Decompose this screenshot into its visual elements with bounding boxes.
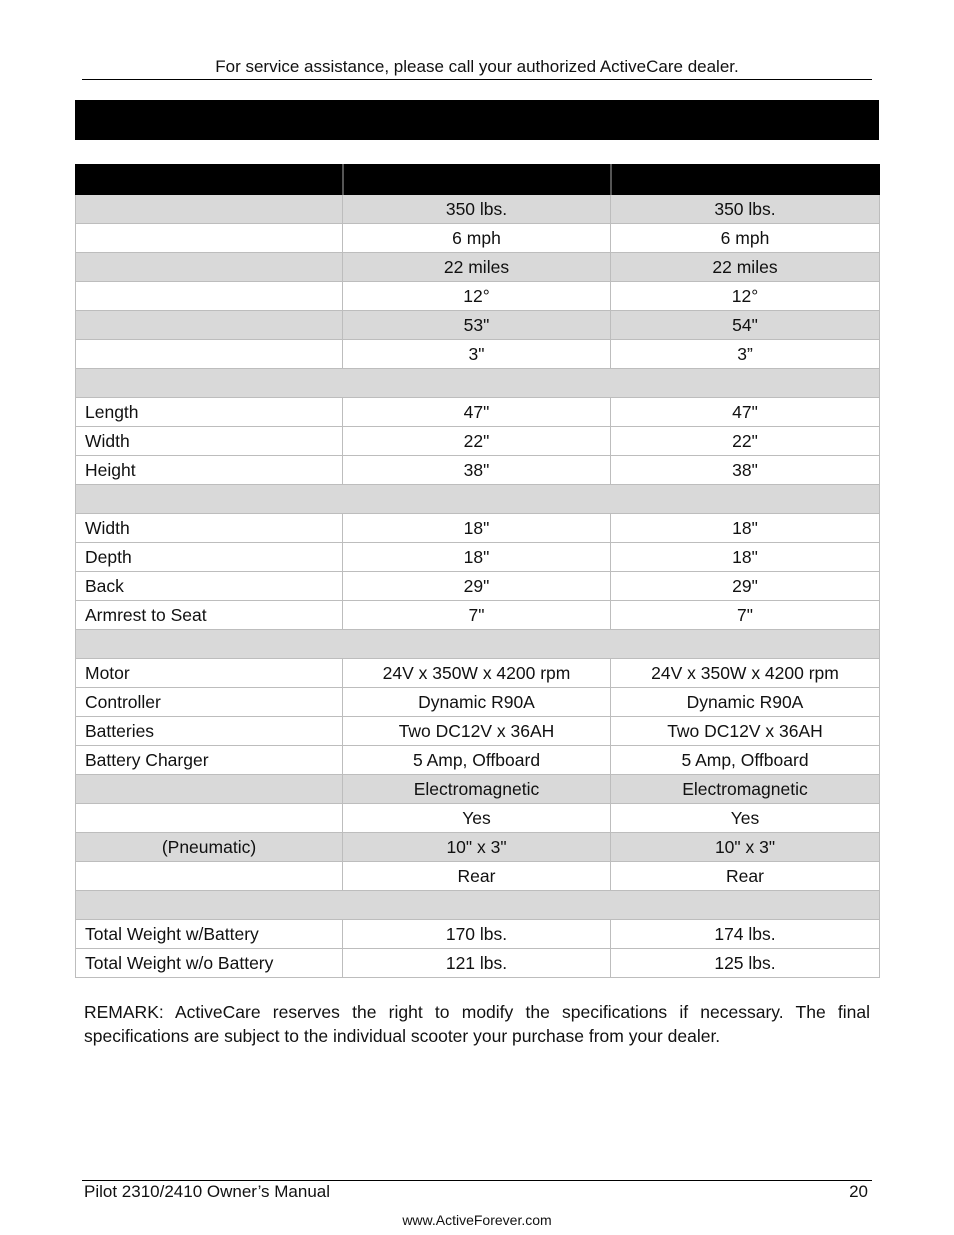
model-b-value: 38" — [611, 456, 880, 485]
model-a-value: 7" — [343, 601, 611, 630]
row-label: Length — [76, 398, 343, 427]
row-label — [76, 282, 343, 311]
header-divider — [82, 79, 872, 80]
row-label: Controller — [76, 688, 343, 717]
table-row — [76, 775, 880, 804]
table-row — [76, 717, 880, 746]
row-label — [76, 804, 343, 833]
section-cell — [76, 369, 880, 398]
table-row — [76, 949, 880, 978]
model-a-value: 12° — [343, 282, 611, 311]
model-b-value: 5 Amp, Offboard — [611, 746, 880, 775]
header-cell-model-a — [343, 165, 611, 195]
website-url: www.ActiveForever.com — [402, 1212, 552, 1228]
model-b-value: 3” — [611, 340, 880, 369]
model-a-value: 5 Amp, Offboard — [343, 746, 611, 775]
section-cell — [76, 630, 880, 659]
model-a-value: 29" — [343, 572, 611, 601]
model-a-value: 24V x 350W x 4200 rpm — [343, 659, 611, 688]
row-label — [76, 775, 343, 804]
model-b-value: 24V x 350W x 4200 rpm — [611, 659, 880, 688]
table-row — [76, 195, 880, 224]
table-row — [76, 514, 880, 543]
section-title-bar — [75, 100, 879, 140]
row-label: (Pneumatic) — [76, 833, 343, 862]
model-b-value: 7" — [611, 601, 880, 630]
table-row — [76, 282, 880, 311]
model-b-value: 12° — [611, 282, 880, 311]
section-row — [76, 891, 880, 920]
model-a-value: 38" — [343, 456, 611, 485]
table-row — [76, 746, 880, 775]
table-row — [76, 340, 880, 369]
model-b-value: 6 mph — [611, 224, 880, 253]
model-b-value: 125 lbs. — [611, 949, 880, 978]
model-b-value: 47" — [611, 398, 880, 427]
model-b-value: Rear — [611, 862, 880, 891]
model-a-value: 6 mph — [343, 224, 611, 253]
table-row — [76, 398, 880, 427]
table-row — [76, 862, 880, 891]
row-label: Width — [76, 514, 343, 543]
model-a-value: Yes — [343, 804, 611, 833]
model-b-value: Yes — [611, 804, 880, 833]
model-b-value: 22" — [611, 427, 880, 456]
table-row — [76, 920, 880, 949]
model-a-value: 3" — [343, 340, 611, 369]
model-a-value: 121 lbs. — [343, 949, 611, 978]
model-b-value: 174 lbs. — [611, 920, 880, 949]
model-a-value: 22 miles — [343, 253, 611, 282]
model-b-value: Electromagnetic — [611, 775, 880, 804]
model-b-value: 18" — [611, 543, 880, 572]
model-b-value: Two DC12V x 36AH — [611, 717, 880, 746]
table-row — [76, 804, 880, 833]
model-a-value: 350 lbs. — [343, 195, 611, 224]
model-b-value: Dynamic R90A — [611, 688, 880, 717]
row-label: Width — [76, 427, 343, 456]
row-label: Batteries — [76, 717, 343, 746]
table-row — [76, 543, 880, 572]
model-b-value: 350 lbs. — [611, 195, 880, 224]
row-label: Armrest to Seat — [76, 601, 343, 630]
table-row — [76, 688, 880, 717]
model-a-value: Electromagnetic — [343, 775, 611, 804]
model-a-value: 18" — [343, 514, 611, 543]
service-note: For service assistance, please call your authorized ActiveCare dealer. — [215, 57, 739, 76]
row-label: Height — [76, 456, 343, 485]
model-a-value: Two DC12V x 36AH — [343, 717, 611, 746]
model-a-value: 22" — [343, 427, 611, 456]
row-label: Total Weight w/o Battery — [76, 949, 343, 978]
row-label — [76, 340, 343, 369]
section-row — [76, 369, 880, 398]
table-row — [76, 311, 880, 340]
section-cell — [76, 485, 880, 514]
table-row — [76, 427, 880, 456]
table-row — [76, 601, 880, 630]
row-label — [76, 224, 343, 253]
row-label — [76, 311, 343, 340]
table-row — [76, 659, 880, 688]
section-row — [76, 630, 880, 659]
table-row — [76, 572, 880, 601]
table-row — [76, 456, 880, 485]
model-b-value: 18" — [611, 514, 880, 543]
row-label — [76, 253, 343, 282]
model-a-value: 53" — [343, 311, 611, 340]
row-label — [76, 195, 343, 224]
model-a-value: 47" — [343, 398, 611, 427]
section-row — [76, 485, 880, 514]
header-cell-model-b — [611, 165, 880, 195]
model-a-value: 10" x 3" — [343, 833, 611, 862]
remark-paragraph: REMARK: ActiveCare reserves the right to modify the specifications if necessary. The final specifications are subject to the individual scooter your purchase from your dealer. — [84, 1002, 870, 1046]
model-b-value: 54" — [611, 311, 880, 340]
row-label: Motor — [76, 659, 343, 688]
model-a-value: 170 lbs. — [343, 920, 611, 949]
model-b-value: 29" — [611, 572, 880, 601]
table-row — [76, 224, 880, 253]
row-label: Back — [76, 572, 343, 601]
page-number: 20 — [849, 1182, 868, 1201]
header-cell-feature — [76, 165, 343, 195]
row-label: Battery Charger — [76, 746, 343, 775]
manual-title: Pilot 2310/2410 Owner’s Manual — [84, 1182, 331, 1201]
model-b-value: 10" x 3" — [611, 833, 880, 862]
row-label: Total Weight w/Battery — [76, 920, 343, 949]
section-cell — [76, 891, 880, 920]
table-row — [76, 253, 880, 282]
row-label — [76, 862, 343, 891]
specifications-table — [75, 164, 880, 978]
footer-divider — [82, 1180, 872, 1181]
model-a-value: Rear — [343, 862, 611, 891]
model-a-value: Dynamic R90A — [343, 688, 611, 717]
table-row — [76, 833, 880, 862]
model-a-value: 18" — [343, 543, 611, 572]
table-header-row — [76, 165, 880, 195]
row-label: Depth — [76, 543, 343, 572]
model-b-value: 22 miles — [611, 253, 880, 282]
